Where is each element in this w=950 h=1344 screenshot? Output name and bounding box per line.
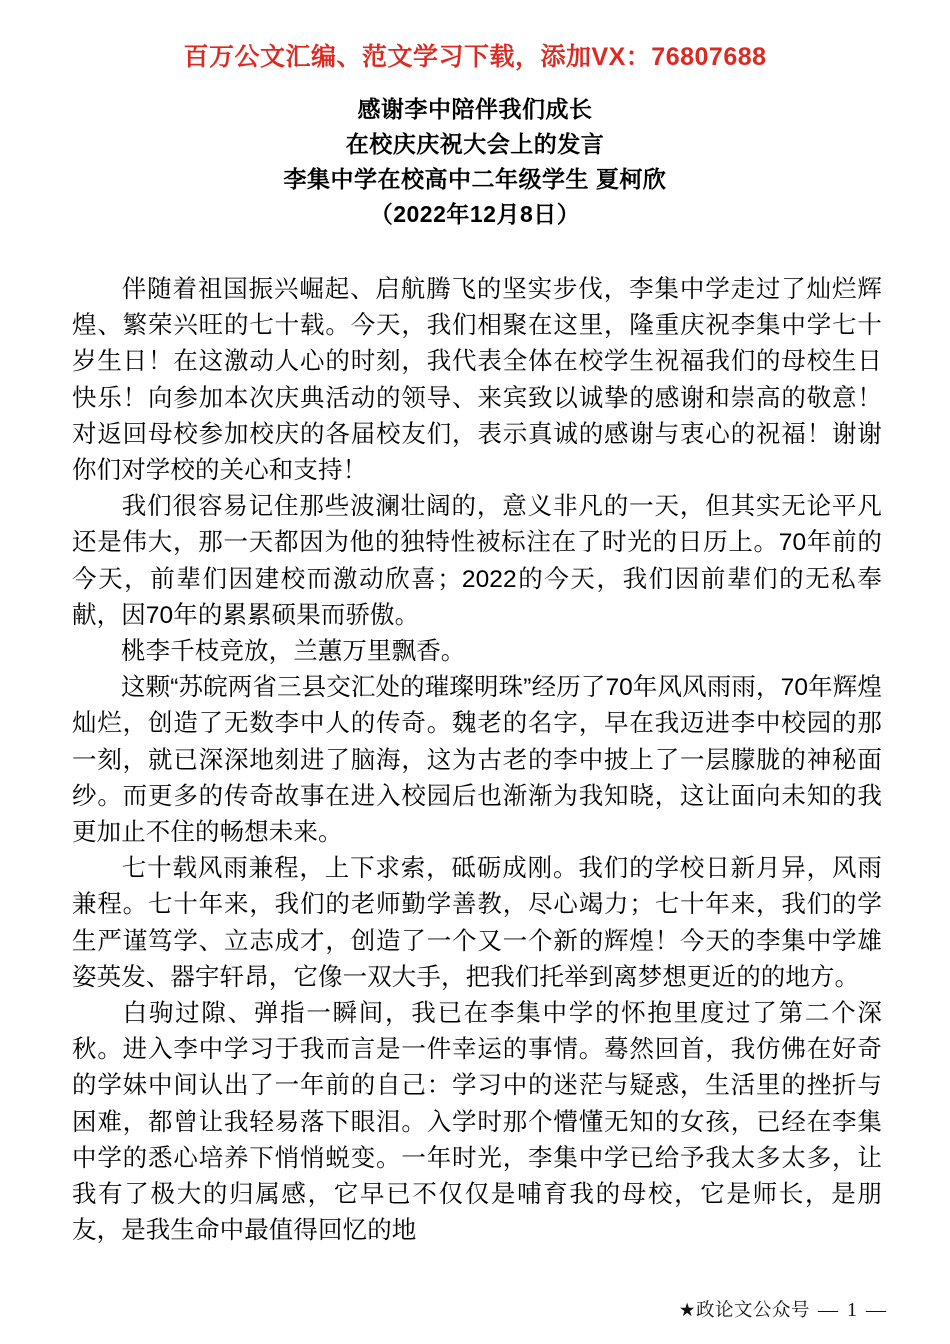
paragraph-text: 伴随着祖国振兴崛起、启航腾飞的坚实步伐，李集中学走过了灿烂辉煌、繁荣兴旺的七十载。今天，我们相聚在这里，隆重庆祝李集中学七十岁生日！在这激动人心的时刻，我代表全体在校学生祝福我们的母校生日快乐！向参加本次庆典活动的领导、来宾致以诚挚的感谢和崇高的敬意！对返回母校参加校庆的各届校友们，表示真诚的感谢与衷心的祝福！谢谢你们对学校的关心和支持！ bbox=[72, 276, 882, 485]
paragraph bbox=[72, 272, 882, 489]
document-body bbox=[72, 272, 882, 1249]
paragraph bbox=[72, 670, 882, 851]
paragraph bbox=[72, 996, 882, 1249]
page-number: — 1 — bbox=[818, 1299, 888, 1321]
watermark-label: ★政论文公众号 bbox=[678, 1299, 810, 1320]
paragraph-text: 七十载风雨兼程，上下求索，砥砺成刚。我们的学校日新月异，风雨兼程。七十年来，我们的老师勤学善教，尽心竭力；七十年来，我们的学生严谨笃学、立志成才，创造了一个又一个新的辉煌！今天的李集中学雄姿英发、器宇轩昂，它像一双大手，把我们托举到离梦想更近的的地方。 bbox=[72, 855, 882, 991]
title-line-4-date: （2022年12月8日） bbox=[369, 201, 581, 227]
paragraph bbox=[72, 489, 882, 634]
title-line-3-author: 李集中学在校高中二年级学生 夏柯欣 bbox=[283, 166, 667, 192]
paragraph bbox=[72, 851, 882, 996]
paragraph-text: 桃李千枝竞放，兰蕙万里飘香。 bbox=[121, 638, 466, 666]
paragraph-text: 我们很容易记住那些波澜壮阔的，意义非凡的一天，但其实无论平凡还是伟大，那一天都因为他的独特性被标注在了时光的日历上。70年前的今天，前辈们因建校而激动欣喜；2022的今天，我们因前辈们的无私奉献，因70年的累累硕果而骄傲。 bbox=[72, 493, 882, 629]
title-line-1: 感谢李中陪伴我们成长 bbox=[357, 96, 593, 122]
page-footer bbox=[0, 1296, 950, 1322]
title-line-2: 在校庆庆祝大会上的发言 bbox=[345, 131, 605, 157]
paragraph-text: 这颗“苏皖两省三县交汇处的璀璨明珠”经历了70年风风雨雨，70年辉煌灿烂，创造了无数李中人的传奇。魏老的名字，早在我迈进李中校园的那一刻，就已深深地刻进了脑海，这为古老的李中披上了一层朦胧的神秘面纱。而更多的传奇故事在进入校园后也渐渐为我知晓，这让面向未知的我更加止不住的畅想未来。 bbox=[72, 674, 882, 847]
promo-banner: 百万公文汇编、范文学习下载，添加VX：76807688 bbox=[183, 43, 767, 71]
document-title-block bbox=[72, 92, 878, 232]
paragraph-text: 白驹过隙、弹指一瞬间，我已在李集中学的怀抱里度过了第二个深秋。进入李中学习于我而言是一件幸运的事情。蓦然回首，我仿佛在好奇的学妹中间认出了一年前的自己：学习中的迷茫与疑惑，生活里的挫折与困难，都曾让我轻易落下眼泪。入学时那个懵懂无知的女孩，已经在李集中学的悉心培养下悄悄蜕变。一年时光，李集中学已给予我太多太多，让我有了极大的归属感，它早已不仅仅是哺育我的母校，它是师长，是朋友，是我生命中最值得回忆的地 bbox=[72, 1000, 882, 1245]
paragraph bbox=[72, 634, 882, 670]
